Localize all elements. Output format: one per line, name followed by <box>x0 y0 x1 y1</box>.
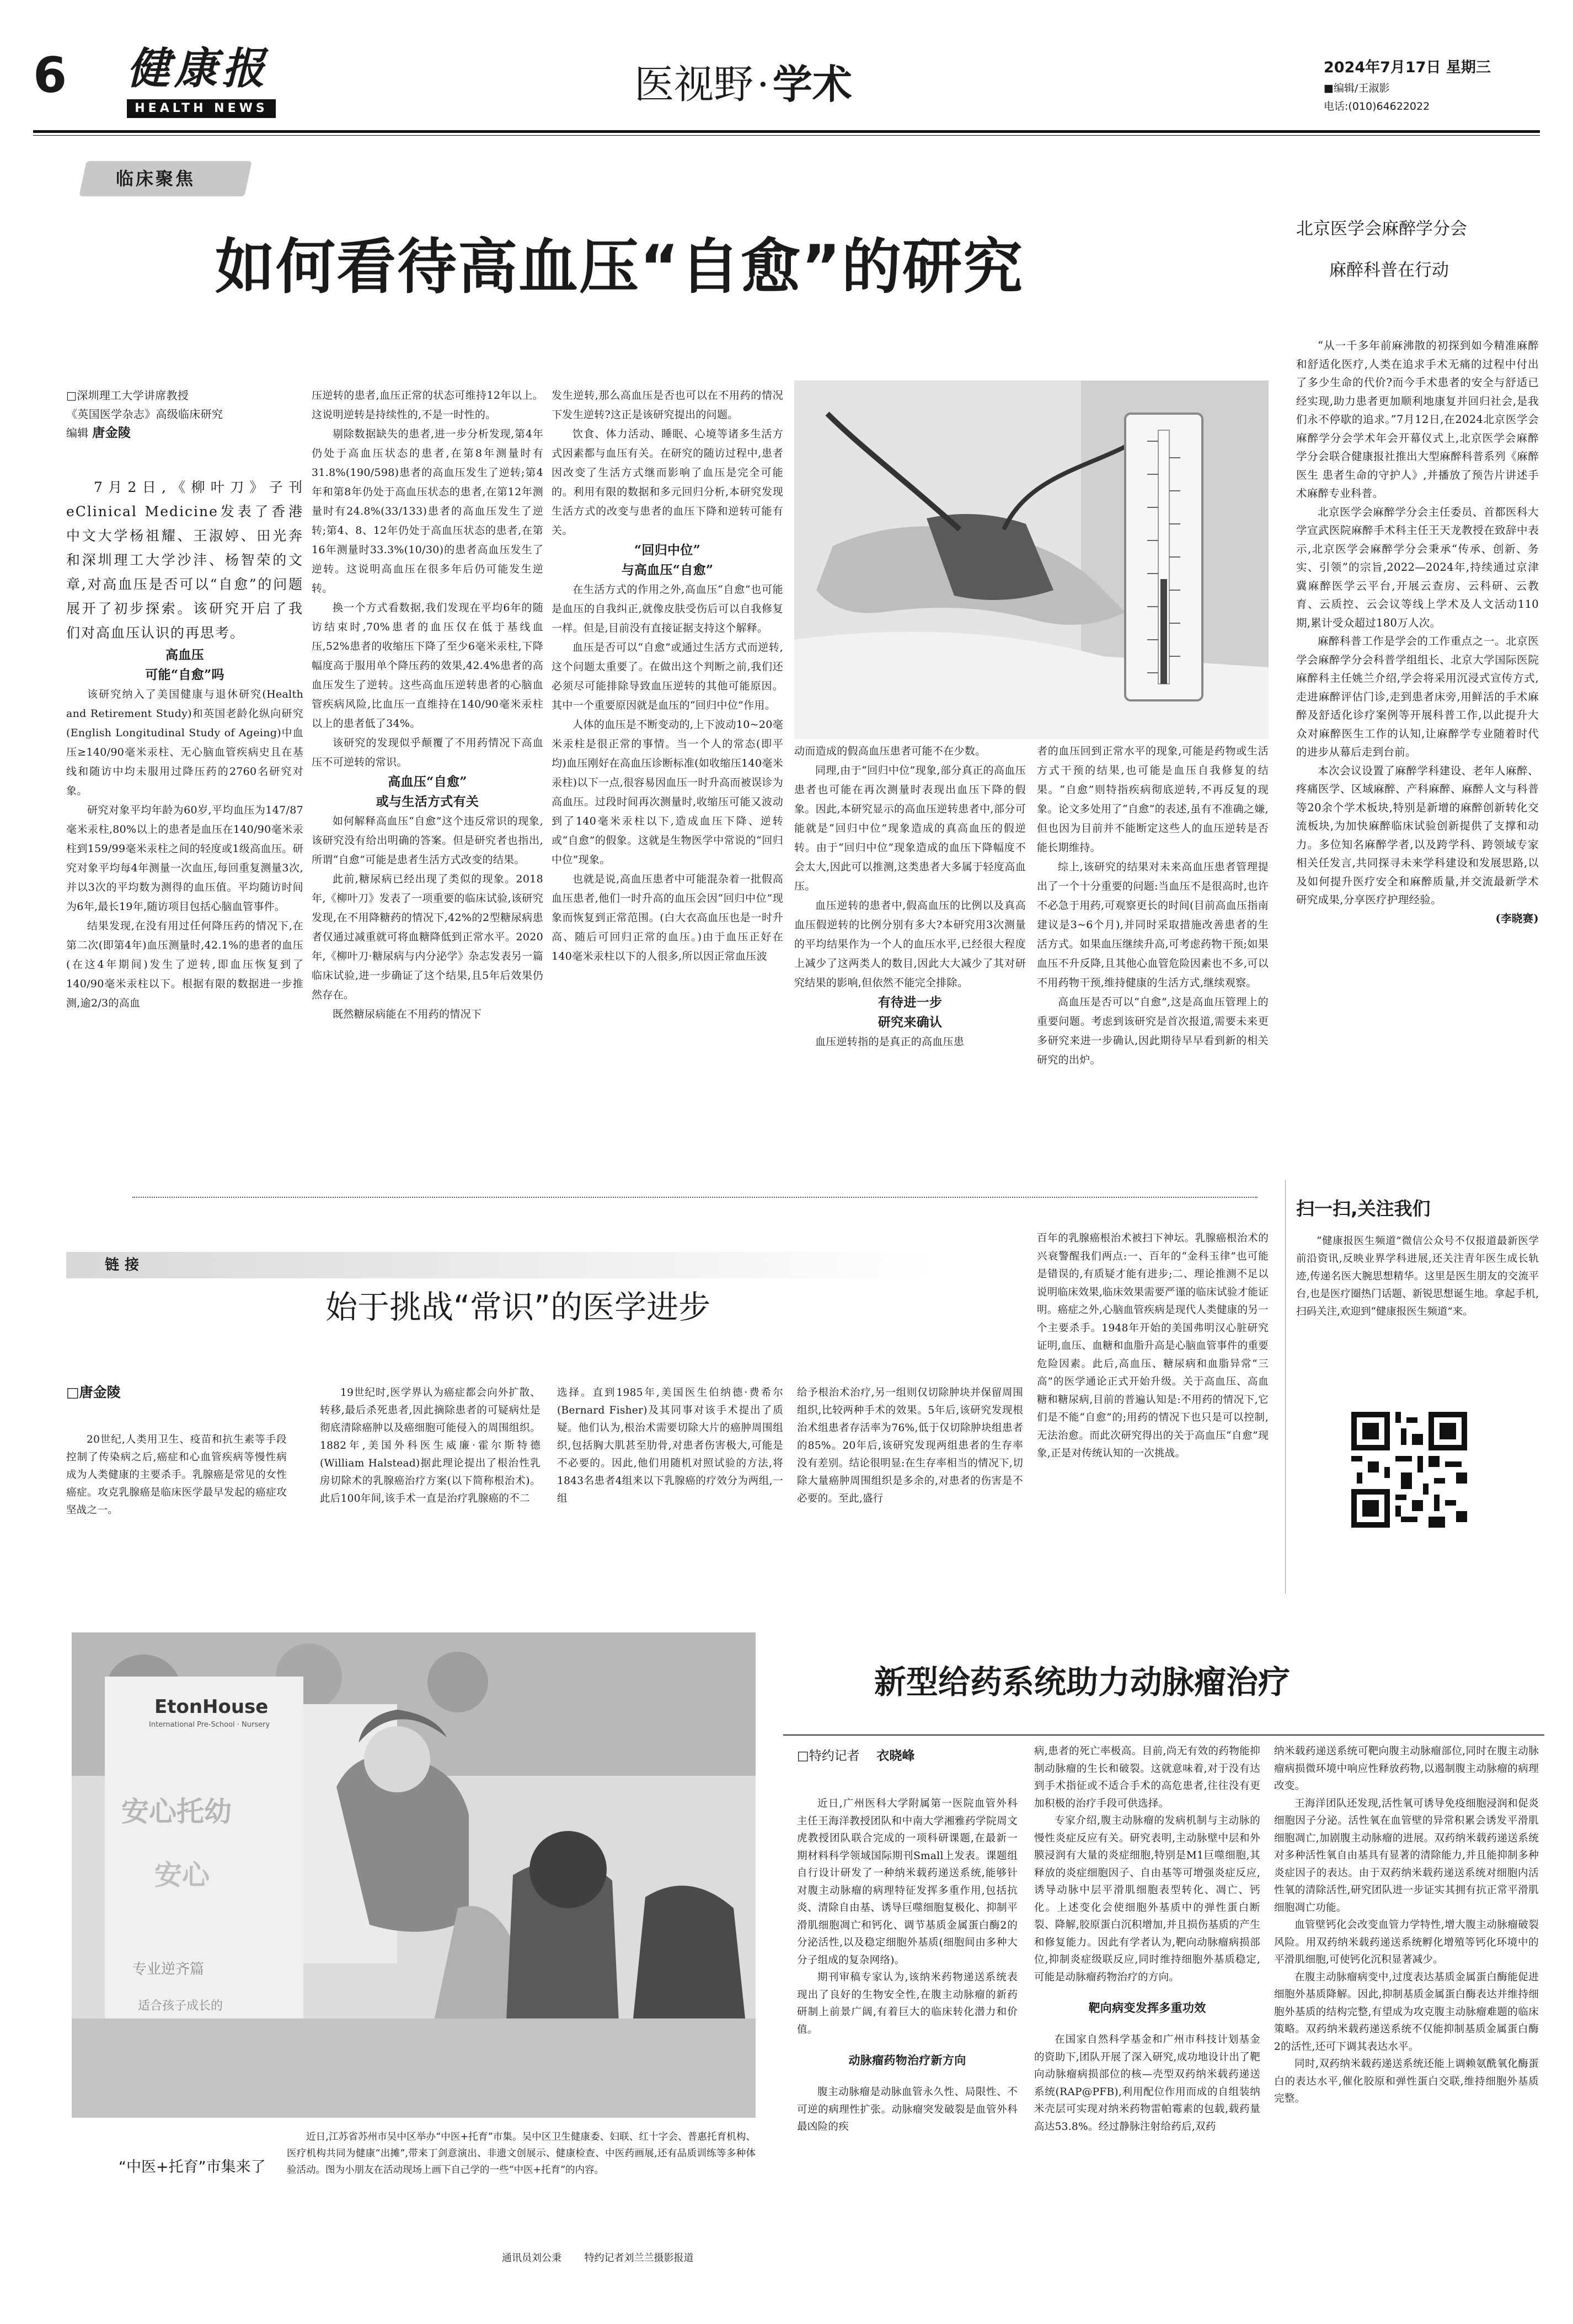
main-col3-para-4: 血压是否可以“自愈”或通过生活方式而逆转,这个问题太重要了。在做出这个判断之前,我们还必须尽可能排除导致血压逆转的其他可能原因。其中一个重要原因就是血压的“回归中位”作用。 <box>552 641 783 711</box>
sidebar-para-3: 麻醉科普工作是学会的工作重点之一。北京医学会麻醉学分会科普学组组长、北京大学国际医院麻醉科主任姚兰介绍,学会将采用沉浸式宣传方式,走进麻醉评估门诊,走到患者床旁,用鲜活的手术麻醉及舒适化诊疗案例等开展科普工作,以此提升大众对麻醉医生工作的认知,让麻醉学专业随着时代的进步从幕后走到台前。 <box>1296 635 1539 758</box>
masthead <box>127 44 292 121</box>
photo-credit-1: 通讯员刘公秉 <box>502 2252 561 2264</box>
main-subhead-1b: 可能“自愈”吗 <box>145 667 224 682</box>
main-headline: 如何看待高血压“自愈”的研究 <box>215 233 1024 302</box>
link-tag: 链接 <box>105 1257 145 1273</box>
sidebar-para-1: “从一千多年前麻沸散的初探到如今精准麻醉和舒适化医疗,人类在追求手术无痛的过程中付出了多少生命的代价?而今手术患者的安全与舒适已经实现,助力患者更加顺利地康复并回归社会,是我们永不停歇的追求。”7月12日,在2024北京医学会麻醉学分会学术年会开幕仪式上,北京医学会麻醉学分会联合健康报社推出大型麻醉科普系列《麻醉医生 患者生命的守护人》,并播放了预告片讲述手术麻醉专业科普。 <box>1296 339 1539 500</box>
main-col1-para-1: 该研究纳入了美国健康与退休研究(Health and Retirement Study)和英国老龄化纵向研究(English Longitudinal Study of Ageing)中血压≥140/90毫米汞柱、无心脑血管疾病史且在基线和随访中均未服用过降压药的2760名研究对象。 <box>66 688 303 797</box>
main-subhead-4a: 有待进一步 <box>878 995 943 1010</box>
link-para-4: 给予根治术治疗,另一组则仅切除肿块并保留周围组织,比较两种手术的效果。5年后,该研究发现根治术组患者存活率为76%,低于仅切除肿块组患者的85%。20年后,该研究发现两组患者的生存率没有差别。结论很明显:在生存率相当的情况下,切除大量癌肿周围组织是多余的,对患者的伤害是不必要的。至此,盛行 <box>797 1387 1023 1504</box>
sidebar-author: (李晓赛) <box>1495 912 1539 925</box>
main-col3-para-5: 人体的血压是不断变动的,上下波动10~20毫米汞柱是很正常的事情。当一个人的常态(即平均)血压刚好在高血压诊断标准(如收缩压140毫米汞柱)以下一点,很容易因血压一时升高而被误诊为高血压。过段时间再次测量时,收缩压可能又波动到了140毫米汞柱以下,造成血压下降、逆转或“自愈”的假象。这就是生物医学中常说的“回归中位”现象。 <box>552 719 783 866</box>
qr-code-icon <box>1351 1412 1467 1528</box>
main-subhead-3a: “回归中位” <box>634 543 701 558</box>
aneurysm-column-3 <box>1274 1743 1539 2108</box>
main-col3-para-1: 发生逆转,那么高血压是否也可以在不用药的情况下发生逆转?这正是该研究提出的问题。 <box>552 389 783 421</box>
paper-name: 健康报 <box>127 44 270 94</box>
clinical-focus-label: 临床聚焦 <box>116 168 196 189</box>
photo-credit-2: 特约记者刘兰兰摄影报道 <box>584 2252 694 2264</box>
header-rule <box>33 130 1540 133</box>
aneurysm-para-4: 病,患者的死亡率极高。目前,尚无有效的药物能抑制动脉瘤的生长和破裂。这就意味着,对于没有达到手术指征或不适合手术的高危患者,往往没有更加积极的治疗手段可供选择。 <box>1034 1745 1260 1809</box>
aneurysm-para-1: 近日,广州医科大学附属第一医院血管外科主任王海洋教授团队和中南大学湘雅药学院周文虎教授团队联合完成的一项科研课题,在最新一期材料科学领域国际期刊Small上发表。课题组自行设计研发了一种纳米载药递送系统,能够针对腹主动脉瘤的病理特征发挥多重作用,包括抗炎、清除自由基、诱导巨噬细胞复极化、抑制平滑肌细胞凋亡和钙化、调节基质金属蛋白酶2的分泌活性,以及稳定细胞外基质(细胞间由多种大分子组成的复杂网络)。 <box>797 1798 1018 1966</box>
link-column-4 <box>797 1384 1023 1508</box>
scan-box-title: 扫一扫,关注我们 <box>1296 1198 1431 1219</box>
main-subhead-4b: 研究来确认 <box>878 1015 943 1030</box>
section-title <box>634 60 852 109</box>
section-title-main: 医视野 <box>634 61 754 108</box>
main-subhead-2b: 或与生活方式有关 <box>376 794 479 809</box>
main-col2-para-6: 此前,糖尿病已经出现了类似的现象。2018年,《柳叶刀》发表了一项重要的临床试验,该研究发现,在不用降糖药的情况下,42%的2型糖尿病患者仅通过减重就可将血糖降低到正常水平。2020年,《柳叶刀·糖尿病与内分泌学》杂志发表另一篇临床试验,进一步确证了这个结果,且5年后效果仍然存在。 <box>312 873 543 1001</box>
link-column-5 <box>1037 1230 1269 1463</box>
main-col3-para-3: 在生活方式的作用之外,高血压“自愈”也可能是血压的自我纠正,就像皮肤受伤后可以自我修复一样。但是,目前没有直接证据支持这个解释。 <box>552 583 783 634</box>
sidebar-para-4: 本次会议设置了麻醉学科建设、老年人麻醉、疼痛医学、区域麻醉、产科麻醉、麻醉人文与科普等20余个学术板块,特别是新增的麻醉创新转化交流板块,为加快麻醉临床试验创新提供了支撑和动力。多位知名麻醉学者,以及跨学科、跨领域专家相关任发言,共同探寻未来学科建设和发展思路,以及如何提升医疗安全和麻醉质量,并交流最新学术研究成果,分享医疗护理经验。 <box>1296 764 1539 906</box>
section-separator <box>132 1197 1258 1198</box>
sign-text-1: 安心托幼 <box>121 1796 232 1828</box>
photo-headline: “中医+托育”市集来了 <box>119 2159 266 2176</box>
scan-box-text: “健康报医生频道”微信公众号不仅报道最新医学前沿资讯,反映业界学科进展,还关注青年医生成长轨迹,传递名医大腕思想精华。这里是医生朋友的交流平台,也是医疗圈热门话题、新锐思想诞生地。拿起手机,扫码关注,欢迎到“健康报医生频道”来。 <box>1296 1235 1539 1318</box>
aneurysm-subhead-2: 靶向病变发挥多重功效 <box>1088 2001 1206 2015</box>
main-column-3 <box>552 386 783 966</box>
link-byline: □唐金陵 <box>66 1384 121 1400</box>
main-subhead-1a: 高血压 <box>165 647 204 662</box>
aneurysm-rule <box>783 1734 1544 1736</box>
aneurysm-byline <box>797 1745 914 1764</box>
aneurysm-headline: 新型给药系统助力动脉瘤治疗 <box>874 1663 1291 1701</box>
main-col3-para-6: 也就是说,高血压患者中可能混杂着一批假高血压患者,他们一时升高的血压会因“回归中位”现象而恢复到正常范围。(白大衣高血压也是一时升高、随后可回归正常的血压。)由于血压正好在140毫米汞柱以下的人很多,所以因正常血压波 <box>552 873 783 962</box>
wechat-qr-code[interactable] <box>1351 1412 1467 1528</box>
aneurysm-para-5: 专家介绍,腹主动脉瘤的发病机制与主动脉的慢性炎症反应有关。研究表明,主动脉壁中层和外膜浸润有大量的炎症细胞,特别是M1巨噬细胞,其释放的炎症细胞因子、自由基等可增强炎症反应,诱导动脉中层平滑肌细胞表型转化、凋亡、钙化。上述变化会使细胞外基质中的弹性蛋白断裂、降解,胶原蛋白沉积增加,并且损伤基质的产生和修复能力。因此有学者认为,靶向动脉瘤病损部位,抑制炎症级联反应,同时维持细胞外基质稳定,可能是动脉瘤药物治疗的方向。 <box>1034 1815 1260 1983</box>
main-byline-3 <box>66 424 303 442</box>
link-para-2: 19世纪时,医学界认为癌症都会向外扩散、转移,最后杀死患者,因此摘除患者的可疑病灶是彻底清除癌肿以及癌细胞可能侵入的周围组织。1882年,美国外科医生威廉·霍尔斯特德(William Halstead)据此理论提出了根治性乳房切除术的乳腺癌治疗方案(以下简称根治术)。此后100年间,该手术一直是治疗乳腺癌的不二 <box>320 1387 541 1504</box>
main-col4-para-2: 同理,由于“回归中位”现象,部分真正的高血压患者也可能在再次测量时表现出血压下降的假象。因此,本研究显示的高血压逆转患者中,部分可能就是“回归中位”现象造成的真高血压的假逆转。由于“回归中位”现象造成的血压下降幅度不会太大,因此可以推测,这类患者大多属于轻度高血压。 <box>794 764 1026 892</box>
main-col2-para-7: 既然糖尿病能在不用药的情况下 <box>333 1008 482 1020</box>
link-para-5: 百年的乳腺癌根治术被扫下神坛。乳腺癌根治术的兴衰警醒我们两点:一、百年的“金科玉律”也可能是错误的,有质疑才能有进步;二、理论推测不足以说明临床效果,临床效果需要严谨的临床试验才能证明。癌症之外,心脑血管疾病是现代人类健康的另一个主要杀手。1948年开始的美国弗明汉心脏研究证明,血压、血糖和血脂升高是心脑血管事件的重要危险因素。此后,高血压、糖尿病和血脂异常“三高”的医学通论正式开始升级。关于高血压、高血糖和糖尿病,目前的普遍认知是:不用药的情况下,它们是不能“自愈”的;用药的情况下也只是可以控制,无法治愈。而此次研究得出的关于高血压“自愈”现象,正是对传统认知的一次挑战。 <box>1037 1233 1269 1459</box>
link-column-1 <box>66 1431 287 1519</box>
main-column-4 <box>794 742 1026 1052</box>
main-col1-para-3: 结果发现,在没有用过任何降压药的情况下,在第二次(即第4年)血压测量时,42.1%的患者的血压(在这4年期间)发生了逆转,即血压恢复到了140/90毫米汞柱以下。根据有限的数据进一步推测,逾2/3的高血 <box>66 920 303 1009</box>
sidebar-subtitle: 麻醉科普在行动 <box>1329 260 1449 280</box>
section-title-dot: · <box>757 61 769 108</box>
section-title-sub: 学术 <box>772 61 852 108</box>
main-byline-2: 《英国医学杂志》高级临床研究 <box>66 408 223 421</box>
main-col3-para-2: 饮食、体力活动、睡眠、心境等诸多生活方式因素都与血压有关。在研究的随访过程中,患者因改变了生活方式继而影响了血压是完全可能的。利用有限的数据和多元回归分析,本研究发现生活方式的改变与患者的血压下降和逆转可能有关。 <box>552 428 783 537</box>
main-col2-para-4: 该研究的发现似乎颠覆了不用药情况下高血压不可逆转的常识。 <box>312 737 543 768</box>
link-para-1: 20世纪,人类用卫生、疫苗和抗生素等手段控制了传染病之后,癌症和心血管疾病等慢性病成为人类健康的主要杀手。乳腺癌是常见的女性癌症。攻克乳腺癌是临床医学最早发起的癌症攻坚战之一。 <box>66 1434 287 1516</box>
main-col4-para-1: 动而造成的假高血压患者可能不在少数。 <box>794 745 986 757</box>
link-para-3: 选择。直到1985年,美国医生伯纳德·费希尔(Bernard Fisher)及其同事对该手术提出了质疑。他们认为,根治术需要切除大片的癌肿周围组织,包括胸大肌甚至肋骨,对患者伤害极大,可能是不必要的。因此,他们用随机对照试验的方法,将1843名患者4组来以下乳腺癌的疗效分为两组,一组 <box>557 1387 783 1504</box>
aneurysm-byline-label: □特约记者 <box>797 1749 860 1763</box>
main-byline-name: 唐金陵 <box>92 425 131 440</box>
main-byline-label: 编辑 <box>66 426 89 440</box>
main-col5-para-1: 者的血压回到正常水平的现象,可能是药物或生活方式干预的结果,也可能是血压自我修复的结果。“自愈”则特指疾病彻底逆转,不再反复的现象。论文多处用了“自愈”的表述,虽有不准确之嫌,但也因为目前并不能断定这些人的血压逆转是否能长期维持。 <box>1037 745 1269 854</box>
main-subhead-3b: 与高血压“自愈” <box>621 563 714 577</box>
sign-brand-sub: International Pre-School · Nursery <box>149 1721 270 1729</box>
sidebar-para-2: 北京医学会麻醉学分会主任委员、首都医科大学宣武医院麻醉手术科主任王天龙教授在致辞中表示,北京医学会麻醉学分会秉承“传承、创新、务实、引领”的宗旨,2022—2024年,持续通过京津冀麻醉医学云平台,开展云查房、云科研、云教育、云质控、云会议等线上学术及人文活动110期,累计受众超过180万人次。 <box>1296 505 1539 629</box>
link-tag-bar <box>66 1252 1031 1278</box>
main-lead: 7月2日,《柳叶刀》子刊eClinical Medicine发表了香港中文大学杨祖耀、王淑婷、田光奔和深圳理工大学沙沣、杨智荣的文章,对高血压是否可以“自愈”的问题展开了初步探索。该研究开启了我们对高血压认识的再思考。 <box>66 479 303 641</box>
editor-phone: 电话:(010)64622022 <box>1324 100 1430 113</box>
link-column-2 <box>320 1384 541 1508</box>
main-col5-para-2: 综上,该研究的结果对未来高血压患者管理提出了一个十分重要的问题:当血压不是很高时,也许不必急于用药,可观察更长的时间(目前高血压指南建议是3~6个月),并同时采取措施改善患者的生活方式。如果血压继续升高,可考虑药物干预;如果血压不升反降,且其他心血管危险因素也不多,可以不用药物干预,维持健康的生活方式,继续观察。 <box>1037 861 1269 989</box>
blood-pressure-illustration <box>794 381 1269 739</box>
market-photo <box>72 1632 756 2118</box>
main-column-5 <box>1037 742 1269 1070</box>
photo-caption: 近日,江苏省苏州市吴中区举办“中医+托育”市集。吴中区卫生健康委、妇联、红十字会、普惠托育机构、医疗机构共同为健康“出摊”,带来丁剑意演出、非遗文创展示、健康检查、中医药画展,还有品质训练等多种体验活动。图为小朋友在活动现场上画下自己学的一些“中医+托育”的内容。 <box>287 2132 756 2176</box>
aneurysm-subhead-1: 动脉瘤药物治疗新方向 <box>848 2053 966 2067</box>
sidebar-column <box>1296 336 1539 928</box>
aneurysm-para-9: 血管壁钙化会改变血管力学特性,增大腹主动脉瘤破裂风险。用双药纳米载药递送系统孵化增殖等钙化环境中的平滑肌细胞,可使钙化沉积显著减少。 <box>1274 1919 1539 1966</box>
sidebar-org: 北京医学会麻醉学分会 <box>1296 219 1467 239</box>
main-col4-para-4: 血压逆转指的是真正的高血压患 <box>815 1036 965 1048</box>
blood-pressure-photo <box>794 381 1269 739</box>
aneurysm-column-2 <box>1034 1743 1260 2135</box>
photo-credit <box>502 2250 693 2264</box>
issue-date: 2024年7月17日 星期三 <box>1324 59 1491 76</box>
aneurysm-column-1 <box>797 1795 1018 2136</box>
aneurysm-para-6: 在国家自然科学基金和广州市科技计划基金的资助下,团队开展了深入研究,成功地设计出了靶向动脉瘤病损部位的核—壳型双药纳米载药递送系统(RAP@PFB),利用配位作用而成的自组装纳米壳层可实现对纳米药物雷帕霉素的包载,载药量高达53.8%。经过静脉注射给药后,双药 <box>1034 2034 1260 2133</box>
sign-text-4: 适合孩子成长的 <box>138 1999 223 2013</box>
sign-text-3: 专业逆齐篇 <box>132 1961 205 1978</box>
paper-name-en: HEALTH NEWS <box>127 99 276 118</box>
main-col5-para-3: 高血压是否可以“自愈”,这是高血压管理上的重要问题。考虑到该研究是首次报道,需要未来更多研究来进一步确认,因此期待早早看到新的相关研究的出炉。 <box>1037 996 1269 1066</box>
main-col2-para-1: 压逆转的患者,血压正常的状态可维持12年以上。这说明逆转是持续性的,不是一时性的。 <box>312 389 543 421</box>
aneurysm-para-3: 腹主动脉瘤是动脉血管永久性、局限性、不可逆的病理性扩张。动脉瘤突发破裂是血管外科最凶险的疾 <box>797 2086 1018 2133</box>
header-rule-thin <box>33 135 1540 136</box>
aneurysm-para-8: 王海洋团队还发现,活性氧可诱导免疫细胞浸润和促炎细胞因子分泌。活性氧在血管壁的异常积累会诱发平滑肌细胞凋亡,加剧腹主动脉瘤的进展。双药纳米载药递送系统对多种活性氧自由基具有显著的清除能力,并且能抑制多种炎症因子的表达。由于双药纳米载药递送系统对细胞内活性氧的清除活性,研究团队进一步证实其拥有抗正常平滑肌细胞凋亡功能。 <box>1274 1797 1539 1914</box>
sign-text-2: 安心 <box>154 1859 210 1891</box>
sidebar-separator <box>1285 1180 1286 1594</box>
aneurysm-para-10: 在腹主动脉瘤病变中,过度表达基质金属蛋白酶能促进细胞外基质降解。因此,抑制基质金属蛋白酶表达并维持细胞外基质的结构完整,有望成为攻克腹主动脉瘤难题的临床策略。双药纳米载药递送系统不仅能抑制基质金属蛋白酶2的活性,还可下调其表达水平。 <box>1274 1971 1539 2053</box>
aneurysm-para-2: 期刊审稿专家认为,该纳米药物递送系统表现出了良好的生物安全性,在腹主动脉瘤的新药研制上前景广阔,有着巨大的临床转化潜力和价值。 <box>797 1972 1018 2036</box>
aneurysm-byline-name: 衣晓峰 <box>876 1749 915 1763</box>
main-column-2 <box>312 386 543 1024</box>
main-column-1 <box>66 386 303 1013</box>
main-byline-1: □深圳理工大学讲席教授 <box>66 389 189 402</box>
aneurysm-para-7: 纳米载药递送系统可靶向腹主动脉瘤部位,同时在腹主动脉瘤病损微环境中响应性释放药物,以遏制腹主动脉瘤的病理改变。 <box>1274 1745 1539 1792</box>
main-col1-para-2: 研究对象平均年龄为60岁,平均血压为147/87毫米汞柱,80%以上的患者是血压在140/90毫米汞柱到159/99毫米汞柱之间的轻度或1级高血压。研究对象平均每4年测量一次血压,每回重复测量3次,并以3次的平均数为测得的血压值。平均随访时间为6年,最长19年,随访项目包括心脑血管事件。 <box>66 804 303 913</box>
main-col4-para-3: 血压逆转的患者中,假高血压的比例以及真高血压假逆转的比例分别有多大?本研究用3次测量的平均结果作为一个人的血压水平,已经很大程度上减少了这两类人的数目,因此大大减少了其对研究结果的影响,但依然不能完全排除。 <box>794 899 1026 989</box>
editor-credit: ■编辑/王淑影 <box>1324 82 1390 94</box>
main-subhead-2a: 高血压“自愈” <box>388 774 467 789</box>
aneurysm-para-11: 同时,双药纳米载药递送系统还能上调赖氨酰氧化酶蛋白的表达水平,催化胶原和弹性蛋白交联,维持细胞外基质完整。 <box>1274 2058 1539 2105</box>
main-col2-para-3: 换一个方式看数据,我们发现在平均6年的随访结束时,70%患者的血压仅在低于基线血压,52%患者的收缩压下降了至少6毫米汞柱,下降幅度高于服用单个降压药的效果,42.4%患者的高血压发生了逆转。这些高血压逆转患者的心脑血管疾病风险,比血压一直维持在140/90毫米汞柱以上的患者低了34%。 <box>312 602 543 730</box>
sign-brand: EtonHouse <box>154 1696 269 1718</box>
main-col2-para-5: 如何解释高血压“自愈”这个违反常识的现象,该研究没有给出明确的答案。但是研究者也指出,所谓“自愈”可能是患者生活方式改变的结果。 <box>312 815 543 866</box>
main-col2-para-2: 剔除数据缺失的患者,进一步分析发现,第4年仍处于高血压状态的患者,在第8年测量时有31.8%(190/598)患者的高血压发生了逆转;第4年和第8年仍处于高血压状态的患者,在第12年测量时有24.8%(33/133)患者的高血压发生了逆转;第4、8、12年仍处于高血压状态的患者,在第16年测量时33.3%(10/30)的患者高血压发生了逆转。这说明高血压在很多年后仍可能发生逆转。 <box>312 428 543 595</box>
page-number: 6 <box>33 47 67 104</box>
link-headline: 始于挑战“常识”的医学进步 <box>325 1288 711 1326</box>
link-column-3 <box>557 1384 783 1508</box>
